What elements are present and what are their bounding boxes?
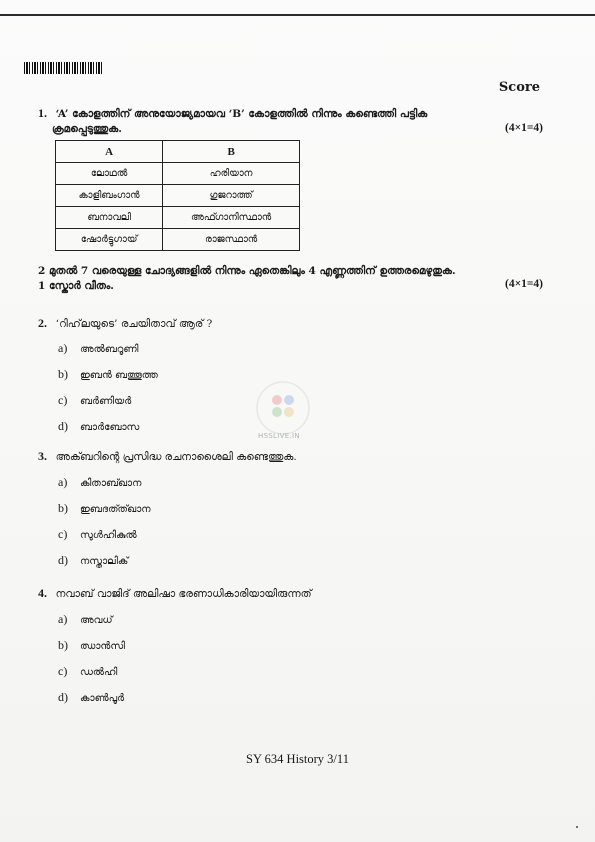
table-cell: ലോഥൽ (56, 163, 163, 185)
stray-mark (576, 826, 578, 828)
instructions (38, 264, 538, 294)
option-text: ഝാൻസി (80, 641, 125, 652)
question-text: അക്ബറിന്റെ പ്രസിദ്ധ രചനാശൈലി കണ്ടെത്തുക. (55, 451, 297, 463)
option-label: a) (58, 475, 68, 489)
match-table (55, 140, 300, 251)
table-cell: കാളിബംഗാൻ (56, 185, 163, 207)
question-number: 4. (38, 586, 47, 600)
table-cell: അഫ്ഗാനിസ്ഥാൻ (163, 207, 300, 229)
option-c (58, 393, 131, 409)
option-text: ഇബദത്ത്ഖാന (80, 504, 151, 515)
question-number: 1. (38, 106, 47, 120)
page-footer: SY 634 History 3/11 (246, 752, 349, 766)
option-a (58, 612, 113, 628)
question-2 (38, 316, 212, 332)
watermark-text: HSSLIVE.IN (258, 432, 300, 440)
option-text: ബാർബോസ (80, 422, 140, 433)
column-header-b: B (163, 141, 300, 163)
table-cell: ഗുജറാത്ത് (163, 185, 300, 207)
option-label: b) (58, 367, 68, 381)
option-text: ബർണിയർ (80, 396, 132, 407)
question-text-line1: ‘A’ കോളത്തിന് അനുയോജ്യമായവ ‘B’ കോളത്തിൽ നിന്നും കണ്ടെത്തി പട്ടിക (55, 108, 428, 120)
option-text: അവധ് (80, 615, 113, 626)
question-3 (38, 449, 297, 465)
option-label: a) (58, 612, 68, 626)
question-text: നവാബ് വാജിദ് അലിഷാ ഭരണാധികാരിയായിരുന്നത് (55, 588, 312, 600)
option-label: c) (58, 393, 68, 407)
question-text-line2: ക്രമപ്പെടുത്തുക. (52, 123, 122, 135)
option-label: a) (58, 341, 68, 355)
option-label: b) (58, 638, 68, 652)
option-d (58, 690, 124, 706)
question-text: ‘റിഹ്‌ലയുടെ’ രചയിതാവ് ആര് ? (55, 318, 213, 330)
table-cell: ഷോർട്ടുഗായ് (56, 229, 163, 251)
table-header-row (56, 141, 300, 163)
instructions-line2: 1 സ്കോർ വീതം. (38, 280, 114, 292)
option-a (58, 475, 141, 491)
option-label: d) (58, 419, 68, 433)
instructions-line1: 2 മുതൽ 7 വരെയുള്ള ചോദ്യങ്ങളിൽ നിന്നും ഏതെങ്കിലും 4 എണ്ണത്തിന് ഉത്തരമെഴുതുക. (38, 265, 456, 277)
table-row (56, 185, 300, 207)
option-d (58, 553, 128, 569)
hsslive-logo (255, 380, 311, 436)
question-4 (38, 586, 312, 602)
table-row (56, 207, 300, 229)
table-row (56, 229, 300, 251)
option-d (58, 419, 139, 435)
table-cell: രാജസ്ഥാൻ (163, 229, 300, 251)
option-label: c) (58, 664, 68, 678)
question-1-marks: (4×1=4) (504, 122, 543, 134)
instructions-marks: (4×1=4) (504, 278, 543, 290)
option-a (58, 341, 138, 357)
question-1 (38, 106, 518, 137)
table-cell: ബനാവലി (56, 207, 163, 229)
table-cell: ഹരിയാന (163, 163, 300, 185)
option-text: നസ്താലിക് (80, 556, 129, 567)
top-rule (0, 14, 595, 16)
option-b (58, 367, 158, 383)
question-number: 2. (38, 316, 47, 330)
option-text: അൽബറൂണി (80, 344, 139, 355)
option-label: d) (58, 553, 68, 567)
option-label: c) (58, 527, 68, 541)
option-b (58, 638, 125, 654)
option-text: കാൺപൂർ (80, 693, 125, 704)
option-text: കിതാബ്ഖാന (80, 478, 142, 489)
option-label: b) (58, 501, 68, 515)
score-label: Score (498, 80, 540, 95)
option-text: ഡൽഹി (80, 667, 118, 678)
option-text: സുൾഹികുൽ (80, 530, 137, 541)
column-header-a: A (56, 141, 163, 163)
barcode (24, 62, 102, 74)
option-b (58, 501, 151, 517)
option-label: d) (58, 690, 68, 704)
option-c (58, 527, 137, 543)
table-row (56, 163, 300, 185)
question-number: 3. (38, 449, 47, 463)
option-text: ഇബൻ ബത്തൂത്ത (80, 370, 158, 381)
option-c (58, 664, 117, 680)
